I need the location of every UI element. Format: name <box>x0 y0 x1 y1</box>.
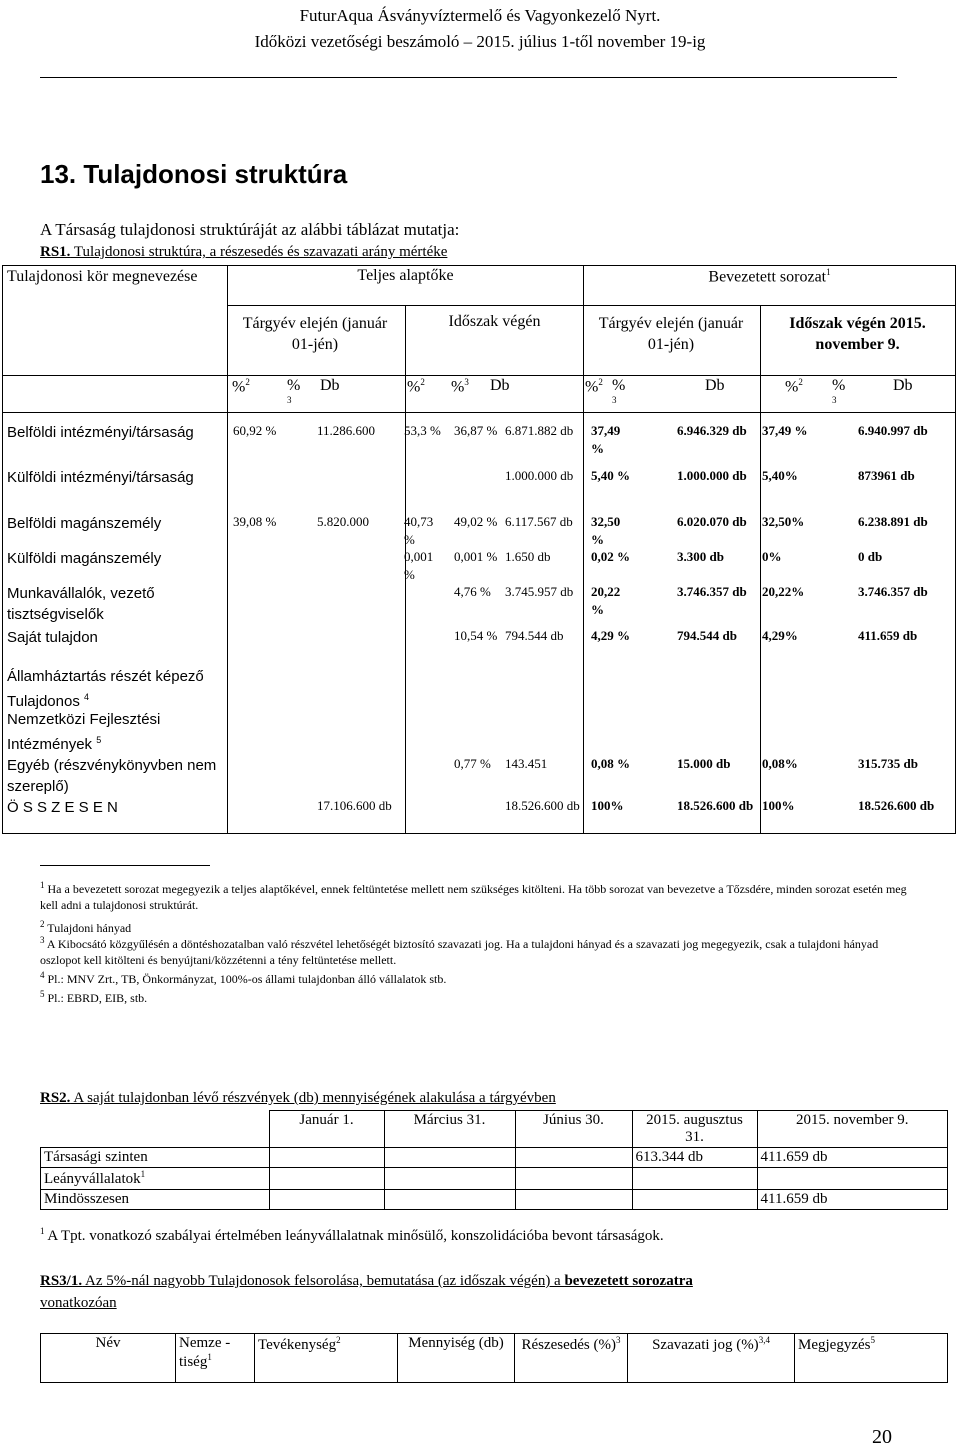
rs3-col-voting: Szavazati jog (%)$^{3,4}$ <box>628 1334 795 1383</box>
rs1-cell: 5,40 % <box>591 468 630 483</box>
rs1-cell: 794.544 db <box>677 628 737 643</box>
rs2-col: Március 31. <box>384 1111 515 1148</box>
footnote: $^4$ Pl.: MNV Zrt., TB, Önkormányzat, 100%-os állami tulajdonban álló vállalatok stb. <box>40 970 447 986</box>
rs3-title: RS3/1. Az 5%-nál nagyobb Tulajdonosok felsorolása, bemutatása (az időszak végén) a bevezetett sorozatra vonatkozóan <box>40 1273 693 1311</box>
rs1-cell: 0,08 % <box>591 756 630 771</box>
rs1-cell: 18.526.600 db <box>677 798 754 813</box>
rs1-cell: 18.526.600 db <box>858 798 935 813</box>
rs1-cell: 60,92 % <box>233 423 277 438</box>
rs1-row-label: Belföldi intézményi/társaság <box>7 424 194 441</box>
header-report: Időközi vezetőségi beszámoló – 2015. július 1-től november 19-ig <box>254 32 706 51</box>
rs1-cell: 4,76 % <box>454 584 491 599</box>
rs1-cell: 36,87 % <box>454 423 498 438</box>
table-row <box>41 1148 948 1168</box>
rs3-table <box>40 1333 948 1383</box>
rs1-cell: 37,49 % <box>762 423 808 438</box>
rs1-col-header: %$^2$ <box>407 377 425 396</box>
header-company: FuturAqua Ásványvíztermelő és Vagyonkezelő Nyrt. <box>299 6 661 25</box>
rs1-cell: 3.746.357 db <box>677 584 747 599</box>
rs1-cell: 49,02 % <box>454 514 498 529</box>
rs3-header-row <box>41 1334 948 1383</box>
rs3-col-share: Részesedés (%)$^3$ <box>515 1334 628 1383</box>
rs1-cell: 32,50% <box>762 514 805 529</box>
rs1-cell: 873961 db <box>858 468 915 483</box>
rs1-cell: 5,40% <box>762 468 798 483</box>
footnote: $^1$ Ha a bevezetett sorozat megegyezik a teljes alaptőkével, ennek feltüntetése mellett nem szükséges kitölteni. Ha több sorozat van bevezetve a Tőzsdére, minden sorozat esetén meg kell adni a tulajdonosi struktúrát. <box>40 880 907 912</box>
rs2-cell <box>384 1190 515 1210</box>
rs1-cell: 4,29% <box>762 628 798 643</box>
section-title: 13. Tulajdonosi struktúra <box>40 159 348 189</box>
rs2-col: 2015. november 9. <box>757 1111 948 1148</box>
rs1-cell: 4,29 % <box>591 628 630 643</box>
rs1-cell: 0 db <box>858 549 883 564</box>
rs1-col-header: %$^2$ <box>585 377 603 396</box>
rs3-col-activity: Tevékenység$^2$ <box>255 1334 398 1383</box>
rs1-row-label: Államháztartás részét képező Tulajdonos $^4$ <box>7 668 204 710</box>
rs2-cell: 411.659 db <box>757 1190 948 1210</box>
rs2-row-label: Társasági szinten <box>41 1148 270 1168</box>
rs2-cell <box>515 1168 632 1190</box>
rs1-cell: 17.106.600 db <box>317 798 392 813</box>
rs1-col-header: Db <box>320 377 340 394</box>
rs1-col-header: %$^2$ <box>785 377 803 396</box>
rs3-col-nationality: Nemze -tiség$^1$ <box>176 1334 255 1383</box>
header-rule <box>40 77 897 78</box>
rs1-cell: 53,3 % <box>404 423 441 438</box>
rs2-cell <box>269 1168 384 1190</box>
rs2-cell <box>384 1168 515 1190</box>
rs2-row-label: Mindösszesen <box>41 1190 270 1210</box>
rs1-cell: 0,001 % <box>454 549 498 564</box>
rs1-sub-start-total: Tárgyév elején (január 01-jén) <box>242 315 388 353</box>
rs1-sub-start-series: Tárgyév elején (január 01-jén) <box>598 315 744 353</box>
rs2-cell: 411.659 db <box>757 1148 948 1168</box>
rs1-cell: 6.871.882 db <box>505 423 574 438</box>
rs1-title: RS1. Tulajdonosi struktúra, a részesedés és szavazati arány mértéke <box>40 244 448 260</box>
rs2-corner <box>41 1111 270 1148</box>
rs2-cell <box>515 1148 632 1168</box>
rs1-cell: 6.940.997 db <box>858 423 928 438</box>
rs1-cell: 0% <box>762 549 782 564</box>
rs1-cell: 100% <box>591 798 624 813</box>
rs1-cell: 6.117.567 db <box>505 514 573 529</box>
intro-text: A Társaság tulajdonosi struktúráját az alábbi táblázat mutatja: <box>40 220 460 239</box>
rs1-head-owner: Tulajdonosi kör megnevezése <box>7 268 198 285</box>
rs1-col-header: % 3 <box>287 377 301 405</box>
rs1-table <box>0 265 960 835</box>
footnote-separator <box>40 865 210 866</box>
rs2-cell <box>757 1168 948 1190</box>
rs1-cell: 6.238.891 db <box>858 514 928 529</box>
rs1-cell: 411.659 db <box>858 628 918 643</box>
rs1-cell: 315.735 db <box>858 756 918 771</box>
rs1-cell: 37,49 % <box>591 423 621 456</box>
rs1-cell: 6.020.070 db <box>677 514 747 529</box>
rs1-cell: 3.300 db <box>677 549 724 564</box>
footnote: $^2$ Tulajdoni hányad <box>40 919 132 935</box>
rs2-cell <box>384 1148 515 1168</box>
rs1-head-series: Bevezetett sorozat$^1$ <box>708 267 831 286</box>
rs1-cell: 1.000.000 db <box>677 468 747 483</box>
rs2-cell <box>269 1190 384 1210</box>
rs1-row-label: Ö S S Z E S E N <box>7 799 118 816</box>
rs1-cell: 3.746.357 db <box>858 584 928 599</box>
footnote: $^5$ Pl.: EBRD, EIB, stb. <box>40 989 148 1005</box>
rs1-cell: 0,02 % <box>591 549 630 564</box>
rs1-row-label: Munkavállalók, vezető tisztségviselők <box>7 585 155 623</box>
rs2-cell <box>632 1168 757 1190</box>
rs2-col: 2015. augusztus 31. <box>632 1111 757 1148</box>
rs1-cell: 0,77 % <box>454 756 491 771</box>
rs1-cell: 10,54 % <box>454 628 498 643</box>
rs1-cell: 39,08 % <box>233 514 277 529</box>
page-number: 20 <box>872 1426 892 1448</box>
rs1-cell: 32,50 % <box>591 514 621 547</box>
rs2-cell: 613.344 db <box>632 1148 757 1168</box>
rs1-row-label: Egyéb (részvénykönyvben nem szereplő) <box>7 757 217 795</box>
rs1-col-header: Db <box>490 377 510 394</box>
rs2-cell <box>269 1148 384 1168</box>
rs2-cell <box>632 1190 757 1210</box>
rs1-cell: 6.946.329 db <box>677 423 747 438</box>
rs1-cell: 15.000 db <box>677 756 731 771</box>
rs2-header-row <box>41 1111 948 1148</box>
rs1-row-label: Belföldi magánszemély <box>7 515 162 532</box>
rs1-cell: 20,22 % <box>591 584 621 617</box>
rs1-cell: 3.745.957 db <box>505 584 574 599</box>
rs1-cell: 40,73 % <box>404 514 434 547</box>
rs2-col: Január 1. <box>269 1111 384 1148</box>
rs1-cell: 0,08% <box>762 756 798 771</box>
rs1-head-total: Teljes alaptőke <box>357 267 454 284</box>
rs1-cell: 20,22% <box>762 584 805 599</box>
table-row <box>41 1168 948 1190</box>
rs1-cell: 100% <box>762 798 795 813</box>
footnote: $^3$ A Kibocsátó közgyűlésén a döntéshozatalban való részvétel lehetőségét biztosító szavazati jog. Ha a tulajdoni hányad és a szavazati jog megegyezik, csak a tulajdoni hányad oszlopot kell kitölteni és benyújtani/közzétenni a tény feltüntetése mellett. <box>40 935 879 967</box>
rs1-cell: 5.820.000 <box>317 514 369 529</box>
table-row <box>41 1190 948 1210</box>
rs2-title: RS2. A saját tulajdonban lévő részvények (db) mennyiségének alakulása a tárgyévben <box>40 1090 556 1106</box>
rs1-cell: 18.526.600 db <box>505 798 580 813</box>
rs1-row-label: Külföldi magánszemély <box>7 550 162 567</box>
rs1-col-header: % 3 <box>612 377 626 405</box>
rs2-col: Június 30. <box>515 1111 632 1148</box>
rs1-col-header: Db <box>893 377 913 394</box>
rs1-cell: 143.451 <box>505 756 548 771</box>
rs1-row-label: Saját tulajdon <box>7 629 98 646</box>
rs1-sub-end-total: Időszak végén <box>448 313 541 330</box>
rs2-row-label: Leányvállalatok$^1$ <box>41 1168 270 1190</box>
rs1-col-header: % 3 <box>832 377 846 405</box>
rs1-col-header: Db <box>705 377 725 394</box>
rs1-cell: 1.650 db <box>505 549 551 564</box>
rs2-table <box>40 1110 948 1210</box>
rs2-cell <box>515 1190 632 1210</box>
rs3-col-remark: Megjegyzés$^5$ <box>795 1334 948 1383</box>
rs1-cell: 1.000.000 db <box>505 468 574 483</box>
rs1-col-header: %$^2$ <box>232 377 250 396</box>
rs2-note: $^1$ A Tpt. vonatkozó szabályai értelmében leányvállalatnak minősülő, konszolidációba bevont társaságok. <box>40 1226 664 1244</box>
rs1-cell: 11.286.600 <box>317 423 376 438</box>
rs1-row-label: Külföldi intézményi/társaság <box>7 469 194 486</box>
rs1-sub-end-series: Időszak végén 2015. november 9. <box>789 315 926 353</box>
rs1-row-label: Nemzetközi Fejlesztési Intézmények $^5$ <box>7 711 161 753</box>
rs3-col-quantity: Mennyiség (db) <box>398 1334 515 1383</box>
rs3-col-name: Név <box>41 1334 176 1383</box>
rs1-cell: 794.544 db <box>505 628 564 643</box>
rs1-col-header: %$^3$ <box>451 377 469 396</box>
rs1-cell: 0,001 % <box>404 549 434 582</box>
